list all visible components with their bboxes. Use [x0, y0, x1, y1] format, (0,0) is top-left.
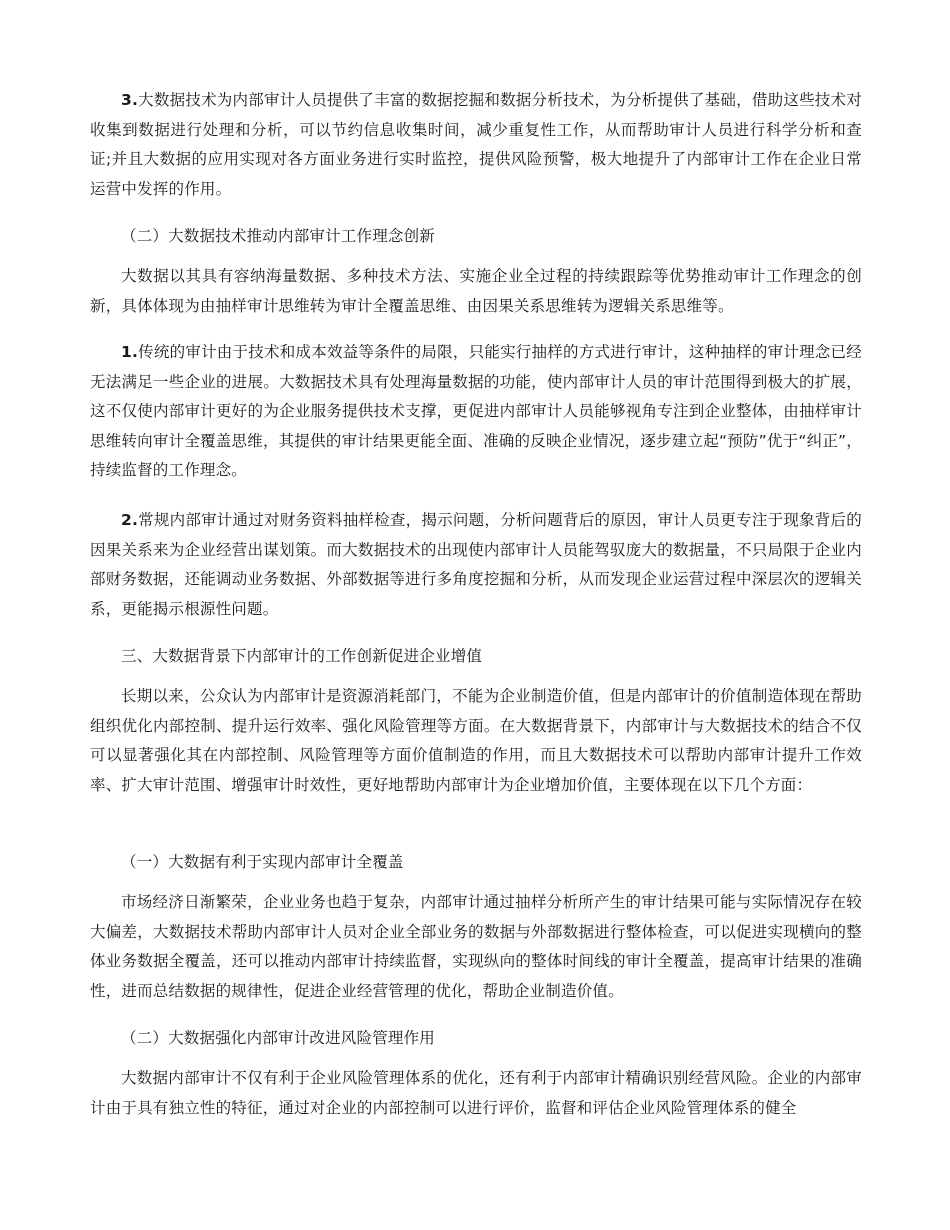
- paragraph-text: 常规内部审计通过对财务资料抽样检查，揭示问题，分析问题背后的原因，审计人员更专注于现象背后的因果关系来为企业经营出谋划策。而大数据技术的出现使内部审计人员能驾驭庞大的数据量，不只局限于企业内部财务数据，还能调动业务数据、外部数据等进行多角度挖掘和分析，从而发现企业运营过程中深层次的逻辑关系，更能揭示根源性问题。: [90, 511, 862, 618]
- paragraph-text: 传统的审计由于技术和成本效益等条件的局限，只能实行抽样的方式进行审计，这种抽样的审计理念已经无法满足一些企业的进展。大数据技术具有处理海量数据的功能，使内部审计人员的审计范围得到极大的扩展，这不仅使内部审计更好的为企业服务提供技术支撑，更促进内部审计人员能够视角专注到企业整体，由抽样审计思维转向审计全覆盖思维，其提供的审计结果更能全面、准确的反映企业情况，逐步建立起“预防”优于“纠正”，持续监督的工作理念。: [90, 343, 862, 479]
- paragraph-value-creation-intro: 长期以来，公众认为内部审计是资源消耗部门，不能为企业制造价值，但是内部审计的价值制造体现在帮助组织优化内部控制、提升运行效率、强化风险管理等方面。在大数据背景下，内部审计与大数据技术的结合不仅可以显著强化其在内部控制、风险管理等方面价值制造的作用，而且大数据技术可以帮助内部审计提升工作效率、扩大审计范围、增强审计时效性，更好地帮助内部审计为企业增加价值，主要体现在以下几个方面：: [90, 687, 862, 794]
- paragraph-3-big-data-tech: [90, 86, 862, 204]
- paragraph-2-causal-to-logical: [90, 506, 862, 624]
- list-number: 3.: [121, 91, 139, 109]
- list-number: 1.: [121, 343, 139, 361]
- list-number: 2.: [121, 511, 139, 529]
- section-heading-3-value-added: 三、大数据背景下内部审计的工作创新促进企业增值: [121, 647, 483, 665]
- subsection-heading-2-risk-management: （二）大数据强化内部审计改进风险管理作用: [121, 1029, 436, 1047]
- paragraph-risk-management: 大数据内部审计不仅有利于企业风险管理体系的优化，还有利于内部审计精确识别经营风险。企业的内部审计由于具有独立性的特征，通过对企业的内部控制可以进行评价，监督和评估企业风险管理体系的健全: [90, 1069, 862, 1117]
- paragraph-full-coverage: 市场经济日渐繁荣，企业业务也趋于复杂，内部审计通过抽样分析所产生的审计结果可能与实际情况存在较大偏差，大数据技术帮助内部审计人员对企业全部业务的数据与外部数据进行整体检查，可以促进实现横向的整体业务数据全覆盖，还可以推动内部审计持续监督，实现纵向的整体时间线的审计全覆盖，提高审计结果的准确性，进而总结数据的规律性，促进企业经营管理的优化，帮助企业制造价值。: [90, 893, 862, 1000]
- paragraph-1-sampling-to-full-coverage: [90, 338, 862, 486]
- section-heading-2-concept-innovation: （二）大数据技术推动内部审计工作理念创新: [121, 227, 436, 245]
- subsection-heading-1-full-coverage: （一）大数据有利于实现内部审计全覆盖: [121, 853, 404, 871]
- paragraph-concept-innovation-intro: 大数据以其具有容纳海量数据、多种技术方法、实施企业全过程的持续跟踪等优势推动审计工作理念的创新，具体体现为由抽样审计思维转为审计全覆盖思维、由因果关系思维转为逻辑关系思维等。: [90, 267, 862, 315]
- paragraph-text: 大数据技术为内部审计人员提供了丰富的数据挖掘和数据分析技术，为分析提供了基础，借助这些技术对收集到数据进行处理和分析，可以节约信息收集时间，减少重复性工作，从而帮助审计人员进行科学分析和查证;并且大数据的应用实现对各方面业务进行实时监控，提供风险预警，极大地提升了内部审计工作在企业日常运营中发挥的作用。: [90, 91, 862, 198]
